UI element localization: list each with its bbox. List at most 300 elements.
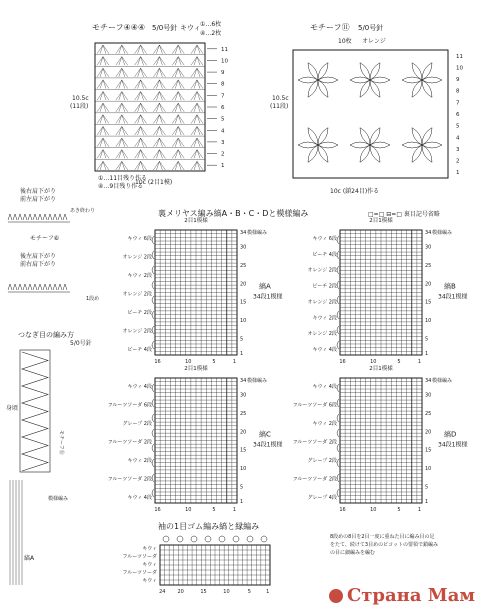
- motif-a-row-number: 9: [221, 70, 225, 77]
- stripe-sublabel: 34段1模様: [438, 293, 468, 301]
- y-tick-label: 15: [240, 299, 247, 306]
- shell-stitch-mark: [135, 126, 147, 135]
- flower-petal: [308, 63, 318, 80]
- ribbing-chart: [122, 536, 270, 595]
- edge-bump: [337, 474, 339, 482]
- x-tick-label: 24: [159, 589, 166, 595]
- edge-bump: [337, 296, 339, 304]
- shell-stitch-mark: [191, 126, 203, 135]
- x-tick-label: 5: [247, 589, 251, 595]
- color-label: フルーツソーダ 2段: [292, 476, 337, 483]
- motif-b-row-number: 8: [456, 88, 460, 95]
- stripe-sublabel: 34段1模様: [438, 441, 468, 449]
- picot-mark: [205, 536, 211, 542]
- motif-b-color: オレンジ: [362, 38, 386, 45]
- ribbing-diagram: [122, 521, 438, 595]
- shell-stitch-mark: [191, 150, 203, 159]
- color-label: フルーツソーダ 2段: [292, 439, 337, 446]
- picot-mark: [177, 536, 183, 542]
- y-tick-label: 10: [240, 318, 247, 325]
- x-tick-label: 10: [185, 359, 192, 365]
- shell-stitch-mark: [191, 57, 203, 66]
- y-tick-label: 10: [425, 318, 432, 325]
- shell-stitch-mark: [116, 92, 128, 101]
- y-tick-label: 25: [425, 262, 432, 269]
- edge-bump: [152, 341, 154, 349]
- shell-stitch-mark: [172, 57, 184, 66]
- stitch-mark: [53, 214, 57, 220]
- stitch-mark: [28, 284, 32, 290]
- motif-a-row-number: 8: [221, 81, 225, 88]
- stripe-label: 縞C: [259, 430, 271, 439]
- label-body-a: 縞A: [24, 555, 35, 562]
- note-back-left-shoulder: 後左肩下がり: [20, 253, 57, 260]
- edge-bump: [337, 341, 339, 349]
- edge-bump: [337, 429, 339, 437]
- stripe-label: 縞B: [444, 282, 456, 291]
- motif-a-row-number: 11: [221, 46, 228, 53]
- x-tick-label: 16: [154, 507, 161, 513]
- shell-stitch-mark: [153, 103, 165, 112]
- shell-stitch-mark: [172, 92, 184, 101]
- stitch-mark: [58, 214, 62, 220]
- shell-stitch-mark: [97, 80, 109, 89]
- shell-stitch-mark: [191, 161, 203, 170]
- stitch-mark: [33, 284, 37, 290]
- stitch-mark: [28, 214, 32, 220]
- pattern-label: 模様編み: [432, 230, 453, 236]
- x-tick-label: 10: [370, 359, 377, 365]
- color-label: グレープ 2段: [307, 458, 337, 464]
- stitch-mark: [23, 214, 27, 220]
- pattern-label: 模様編み: [432, 378, 453, 384]
- edge-bump: [152, 384, 154, 392]
- shell-stitch-mark: [97, 150, 109, 159]
- ribbing-note-line: の目に細編みを編む: [330, 550, 376, 556]
- pattern-label: 模様編み: [247, 230, 268, 236]
- x-tick-label: 1: [417, 507, 422, 513]
- flower-petal: [422, 63, 432, 80]
- shell-stitch-mark: [172, 115, 184, 124]
- stripe-sublabel: 34段1模様: [253, 293, 283, 301]
- note-front-left-shoulder: 前左肩下がり: [20, 196, 57, 203]
- stitch-mark: [63, 284, 67, 290]
- edge-bump: [152, 459, 154, 467]
- picot-mark: [233, 536, 239, 542]
- stripe-section-title: 裏メリヤス編み縞A・B・C・Dと模様編み: [158, 209, 309, 218]
- x-tick-label: 5: [397, 507, 401, 513]
- edge-bump: [152, 326, 154, 334]
- y-tick-label: 5: [240, 336, 244, 343]
- motif-a-diagram: [70, 20, 228, 190]
- ribbing-color-label: キウィ: [142, 562, 157, 568]
- label-body: 身頃: [6, 405, 19, 412]
- site-logo-icon: [329, 589, 343, 603]
- color-label: キウィ 2段: [312, 315, 337, 322]
- edge-bump: [337, 489, 339, 497]
- motif-b-height: 10.5c: [272, 95, 289, 102]
- x-tick-label: 5: [212, 359, 216, 365]
- x-tick-label: 1: [266, 589, 270, 595]
- motif-a-color: キウィ: [180, 24, 201, 32]
- y-tick-label: 30: [240, 244, 247, 251]
- x-tick-label: 16: [339, 359, 346, 365]
- color-label: キウィ 6段: [312, 236, 337, 242]
- shell-stitch-mark: [191, 80, 203, 89]
- motif-a-bottom-note2: ④…9目残り作る: [98, 183, 144, 190]
- stitch-mark: [8, 284, 12, 290]
- color-label: フルーツソーダ 2段: [107, 439, 152, 446]
- motif-a-title: モチーフ④④④: [92, 23, 146, 32]
- shell-stitch-mark: [135, 138, 147, 147]
- color-label: キウィ 4段: [312, 384, 337, 390]
- stripe-label: 縞D: [444, 430, 457, 439]
- shell-stitch-mark: [135, 150, 147, 159]
- flower-petal: [422, 128, 432, 145]
- flower-petal: [318, 63, 328, 80]
- shell-stitch-mark: [116, 126, 128, 135]
- edge-bump: [337, 326, 339, 334]
- color-label: ピーチ 4段: [312, 251, 337, 258]
- motif-a-row-number: 5: [221, 116, 225, 123]
- y-tick-label: 20: [240, 429, 247, 436]
- ribbing-color-label: キウィ: [142, 546, 157, 552]
- stitch-mark: [48, 214, 52, 220]
- edge-bump: [152, 444, 154, 452]
- picot-mark: [219, 536, 225, 542]
- motif-a-row-number: 3: [221, 139, 225, 146]
- shell-stitch-mark: [116, 68, 128, 77]
- shell-stitch-mark: [97, 115, 109, 124]
- edge-bump: [152, 311, 154, 319]
- edge-bump: [337, 281, 339, 289]
- motif-b-row-number: 5: [456, 123, 460, 130]
- shell-stitch-mark: [116, 80, 128, 89]
- color-label: フルーツソーダ 6段: [292, 402, 337, 409]
- color-label: キウィ 4段: [127, 495, 152, 501]
- picot-mark: [261, 536, 267, 542]
- watermark-text: Страна Мам: [346, 585, 475, 606]
- shell-stitch-mark: [153, 161, 165, 170]
- edge-bump: [337, 236, 339, 244]
- shell-stitch-mark: [97, 92, 109, 101]
- stitch-mark: [53, 284, 57, 290]
- shell-stitch-mark: [97, 45, 109, 54]
- stripe-section-legend: □=□ ⊟=□ 裏目記号省略: [368, 211, 440, 218]
- motif-a-width: 10c (2目1模): [135, 179, 173, 186]
- y-tick-label: 30: [425, 392, 432, 399]
- y-tick-label: 10: [425, 466, 432, 473]
- stripe-sublabel: 34段1模様: [253, 441, 283, 449]
- shell-stitch-mark: [153, 138, 165, 147]
- motif-b-diagram: [270, 23, 463, 195]
- color-label: グレープ 2段: [122, 421, 152, 427]
- shell-stitch-mark: [97, 103, 109, 112]
- stitch-mark: [48, 284, 52, 290]
- flower-petal: [360, 63, 370, 80]
- y-tick-label: 15: [240, 447, 247, 454]
- motif-a-note1: ①…6枚: [200, 21, 222, 28]
- stripe-d-chart: [293, 364, 468, 513]
- stitch-mark: [18, 214, 22, 220]
- shell-stitch-mark: [191, 92, 203, 101]
- edge-bump: [152, 251, 154, 259]
- motif-a-row-number: 7: [221, 93, 225, 100]
- shoulder-chart-2: [8, 284, 70, 292]
- motif-a-rows: (11段): [70, 103, 89, 110]
- shell-stitch-mark: [135, 103, 147, 112]
- shell-stitch-mark: [191, 138, 203, 147]
- y-tick-label: 1: [240, 351, 244, 358]
- edge-bump: [152, 296, 154, 304]
- shoulder-chart-1: [8, 214, 70, 222]
- color-label: オレンジ 2段: [307, 267, 337, 274]
- y-tick-label: 15: [425, 447, 432, 454]
- y-tick-label: 20: [425, 429, 432, 436]
- repeat-label: 2目1模様: [184, 218, 208, 224]
- color-label: オレンジ 2段: [122, 291, 152, 298]
- shell-stitch-mark: [153, 80, 165, 89]
- shell-stitch-mark: [97, 161, 109, 170]
- motif-a-row-number: 4: [221, 128, 225, 135]
- y-tick-label: 25: [240, 262, 247, 269]
- color-label: オレンジ 2段: [307, 299, 337, 306]
- shell-stitch-mark: [135, 68, 147, 77]
- shell-stitch-mark: [172, 161, 184, 170]
- left-notes: [6, 187, 99, 585]
- x-tick-label: 1: [232, 359, 237, 365]
- y-tick-label: 10: [240, 466, 247, 473]
- x-tick-label: 1: [232, 507, 237, 513]
- motif-a-row-number: 1: [221, 163, 225, 170]
- motif-b-count: 10枚: [338, 38, 352, 45]
- edge-bump: [152, 489, 154, 497]
- y-tick-label: 1: [425, 351, 429, 358]
- shell-stitch-mark: [135, 161, 147, 170]
- x-tick-label: 20: [177, 589, 184, 595]
- stitch-mark: [23, 284, 27, 290]
- color-label: ピーチ 4段: [127, 347, 152, 353]
- motif-b-width: 10c (鎖24目)作る: [330, 188, 380, 195]
- color-label: フルーツソーダ 6段: [107, 402, 152, 409]
- stitch-mark: [43, 284, 47, 290]
- x-tick-label: 10: [185, 507, 192, 513]
- stripe-label: 縞A: [259, 282, 271, 291]
- y-tick-label: 5: [425, 484, 429, 491]
- ribbing-note-line: をたて、続けて3目めのピコットの要領で鎖編み: [330, 542, 438, 548]
- motif-a-row-number: 2: [221, 151, 225, 158]
- shell-stitch-mark: [191, 115, 203, 124]
- shell-stitch-mark: [116, 103, 128, 112]
- y-tick-label: 25: [240, 410, 247, 417]
- edge-bump: [337, 444, 339, 452]
- joining-hook: 5/0号針: [70, 340, 92, 347]
- motif-b-row-number: 4: [456, 135, 460, 142]
- shell-stitch-mark: [172, 80, 184, 89]
- shell-stitch-mark: [153, 92, 165, 101]
- flower-petal: [370, 128, 380, 145]
- y-tick-label: 1: [425, 499, 429, 506]
- x-tick-label: 16: [154, 359, 161, 365]
- shell-stitch-mark: [135, 115, 147, 124]
- y-tick-label: 30: [240, 392, 247, 399]
- shell-stitch-mark: [172, 138, 184, 147]
- shell-stitch-mark: [153, 150, 165, 159]
- flower-petal: [412, 128, 422, 145]
- edge-bump: [337, 311, 339, 319]
- ribbing-color-label: フルーツソーダ: [122, 570, 157, 576]
- label-pattern: 模様編み: [48, 496, 69, 502]
- ribbing-color-label: フルーツソーダ: [122, 554, 157, 560]
- picot-mark: [247, 536, 253, 542]
- y-tick-label: 30: [425, 244, 432, 251]
- motif-b-row-number: 2: [456, 158, 460, 165]
- flower-petal: [308, 80, 318, 97]
- motif-b-title: モチーフ⑪: [310, 23, 350, 32]
- shell-stitch-mark: [135, 92, 147, 101]
- shell-stitch-mark: [153, 126, 165, 135]
- edge-bump: [337, 459, 339, 467]
- color-label: オレンジ 2段: [122, 328, 152, 335]
- motif-a-bottom-note: ①…11目残り作る: [98, 175, 148, 182]
- pattern-label: 模様編み: [247, 378, 268, 384]
- picot-mark: [163, 536, 169, 542]
- motif-b-row-number: 7: [456, 100, 460, 107]
- note-motif-label: モチーフ⑥: [30, 235, 60, 242]
- shell-stitch-mark: [97, 126, 109, 135]
- motif-a-stitch-grid: [95, 43, 205, 170]
- color-label: オレンジ 2段: [122, 254, 152, 261]
- edge-bump: [337, 414, 339, 422]
- stripe-c-chart: [108, 364, 283, 513]
- motif-b-rows: (11段): [270, 103, 289, 110]
- picot-mark: [191, 536, 197, 542]
- stitch-mark: [58, 284, 62, 290]
- shell-stitch-mark: [116, 150, 128, 159]
- flower-petal: [412, 80, 422, 97]
- color-label: グレープ 4段: [307, 495, 337, 501]
- flower-petal: [308, 128, 318, 145]
- repeat-label: 2目1模様: [369, 218, 393, 224]
- ribbing-color-label: キウィ: [142, 578, 157, 584]
- ribbing-note-line: 8段めの8目を2目一度に重ねた目に編み目の足: [330, 534, 435, 540]
- motif-b-row-numbers: [456, 54, 463, 176]
- stitch-mark: [38, 284, 42, 290]
- color-label: キウィ 2段: [312, 421, 337, 427]
- stitch-mark: [43, 214, 47, 220]
- edge-bump: [152, 281, 154, 289]
- motif-a-height: 10.5c: [72, 95, 89, 102]
- stitch-mark: [13, 214, 17, 220]
- motif-b-stitch-pattern: [298, 63, 442, 163]
- note-row-1: 1段め: [86, 296, 100, 302]
- motif-b-row-number: 3: [456, 146, 460, 153]
- motif-b-row-number: 10: [456, 65, 463, 72]
- stitch-mark: [63, 214, 67, 220]
- flower-petal: [360, 128, 370, 145]
- shell-stitch-mark: [135, 57, 147, 66]
- edge-bump: [152, 414, 154, 422]
- y-tick-label: 5: [425, 336, 429, 343]
- flower-petal: [370, 80, 380, 97]
- flower-petal: [318, 128, 328, 145]
- color-label: オレンジ 2段: [307, 331, 337, 338]
- repeat-label: 2目1模様: [369, 366, 393, 372]
- y-tick-label: 15: [425, 299, 432, 306]
- color-label: キウィ 4段: [312, 347, 337, 353]
- color-label: キウィ 4段: [127, 384, 152, 390]
- y-tick-label: 34: [240, 377, 247, 384]
- edge-bump: [152, 266, 154, 274]
- ribbing-note: [330, 533, 438, 556]
- color-label: キウィ 2段: [127, 273, 152, 279]
- stripe-b-chart: [307, 216, 467, 365]
- y-tick-label: 1: [240, 499, 244, 506]
- flower-petal: [422, 145, 432, 162]
- shell-stitch-mark: [116, 57, 128, 66]
- flower-petal: [412, 63, 422, 80]
- flower-petal: [318, 80, 328, 97]
- shell-stitch-mark: [172, 45, 184, 54]
- y-tick-label: 20: [240, 281, 247, 288]
- flower-petal: [422, 80, 432, 97]
- shell-stitch-mark: [191, 45, 203, 54]
- shell-stitch-mark: [153, 115, 165, 124]
- x-tick-label: 10: [370, 507, 377, 513]
- shell-stitch-mark: [153, 45, 165, 54]
- color-label: キウィ 6段: [127, 236, 152, 242]
- shell-stitch-mark: [135, 80, 147, 89]
- note-back-right-shoulder: 後右肩下がり: [20, 188, 57, 195]
- x-tick-label: 5: [212, 507, 216, 513]
- y-tick-label: 5: [240, 484, 244, 491]
- x-tick-label: 15: [200, 589, 207, 595]
- shell-stitch-mark: [135, 45, 147, 54]
- edge-bump: [152, 236, 154, 244]
- motif-a-hook: 5/0号針: [152, 24, 178, 32]
- motif-b-row-number: 9: [456, 77, 460, 84]
- y-tick-label: 34: [425, 229, 432, 236]
- stitch-mark: [18, 284, 22, 290]
- stitch-mark: [38, 214, 42, 220]
- shell-stitch-mark: [116, 161, 128, 170]
- shell-stitch-mark: [191, 68, 203, 77]
- repeat-label: 2目1模様: [184, 366, 208, 372]
- motif-a-note2: ④…2枚: [200, 30, 222, 37]
- shell-stitch-mark: [172, 103, 184, 112]
- motif-a-row-numbers: [207, 47, 228, 169]
- edge-bump: [152, 429, 154, 437]
- flower-petal: [370, 145, 380, 162]
- note-front-right-shoulder: 前右肩下がり: [20, 261, 57, 268]
- flower-petal: [360, 145, 370, 162]
- edge-bump: [152, 399, 154, 407]
- shell-stitch-mark: [172, 126, 184, 135]
- flower-petal: [370, 63, 380, 80]
- color-label: ピーチ 2段: [127, 310, 152, 316]
- flower-petal: [412, 145, 422, 162]
- motif-b-row-number: 11: [456, 53, 463, 60]
- color-label: フルーツソーダ 2段: [107, 476, 152, 483]
- label-motif: モチーフ⑪: [58, 430, 64, 455]
- shell-stitch-mark: [97, 138, 109, 147]
- y-tick-label: 34: [425, 377, 432, 384]
- shell-stitch-mark: [172, 150, 184, 159]
- x-tick-label: 10: [223, 589, 230, 595]
- flower-petal: [318, 145, 328, 162]
- shell-stitch-mark: [172, 68, 184, 77]
- joining-diagram: [10, 350, 50, 585]
